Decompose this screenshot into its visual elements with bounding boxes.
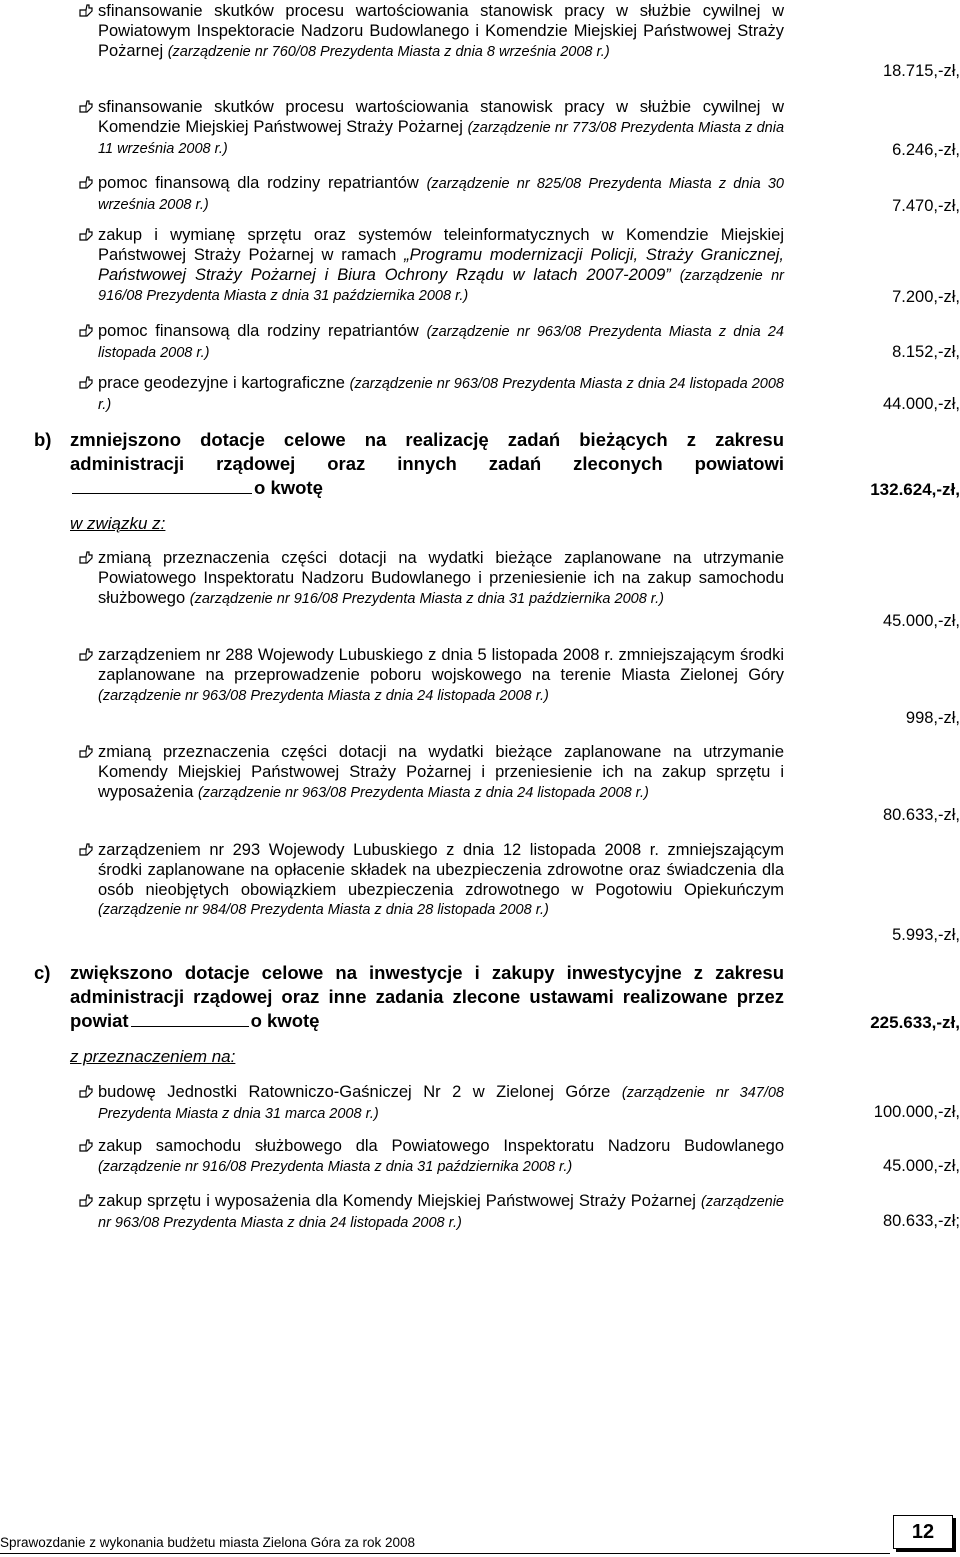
pointing-hand-icon [78, 374, 96, 394]
item-text: zmianą przeznaczenia części dotacji na wydatki bieżące zaplanowane na utrzymanie Powiatowego Inspektoratu Nadzoru Budowlanego i przeniesienie ich na zakup samochodu służbowego [98, 549, 784, 607]
section-label: b) [34, 429, 52, 450]
item-cite: (zarządzenie nr 773/08 Prezydenta Miasta z dnia 11 września 2008 r.) [98, 119, 785, 157]
pointing-hand-icon [78, 841, 96, 861]
item-cite: (zarządzenie nr 916/08 Prezydenta Miasta z dnia 31 października 2008 r.) [98, 1158, 573, 1175]
section-subheading: w związku z: [70, 514, 166, 533]
item-cite: (zarządzenie nr 916/08 Prezydenta Miasta z dnia 31 października 2008 r.) [98, 267, 784, 305]
item-text: budowę Jednostki Ratowniczo-Gaśniczej Nr 2 w Zielonej Górze [98, 1083, 611, 1101]
item-text: zakup sprzętu i wyposażenia dla Komendy Miejskiej Państwowej Straży Pożarnej [98, 1192, 696, 1210]
item-cite: (zarządzenie nr 984/08 Prezydenta Miasta z dnia 28 listopada 2008 r.) [98, 902, 549, 919]
section-amount: 225.633,-zł, [870, 1013, 960, 1032]
item-cite: (zarządzenie nr 963/08 Prezydenta Miasta z dnia 24 listopada 2008 r.) [98, 1194, 784, 1231]
item-text: zarządzeniem nr 288 Wojewody Lubuskiego z dnia 5 listopada 2008 r. zmniejszającym środki zaplanowane na przeprowadzenie poboru wojskowego na terenie Miasta Zielonej Góry [98, 646, 784, 684]
section-heading [70, 428, 784, 500]
pointing-hand-icon [78, 1137, 96, 1157]
fill-line [72, 492, 252, 494]
fill-line [131, 1025, 249, 1027]
page-number: 12 [893, 1515, 953, 1549]
item-cite: (zarządzenie nr 963/08 Prezydenta Miasta z dnia 24 listopada 2008 r.) [197, 784, 649, 801]
item-text: sfinansowanie skutków procesu wartościowania stanowisk pracy w służbie cywilnej w Powiatowym Inspektoracie Nadzoru Budowlanego i Komendzie Miejskiej Państwowej Straży Pożarnej [98, 2, 784, 60]
item-cite: (zarządzenie nr 963/08 Prezydenta Miasta z dnia 24 listopada 2008 r.) [98, 687, 549, 704]
item-amount: 80.633,-zł, [882, 806, 960, 824]
item-amount: 7.470,-zł, [892, 197, 960, 215]
section-tail: o kwotę [250, 1010, 320, 1031]
pointing-hand-icon [78, 1083, 96, 1103]
item-amount: 6.246,-zł, [892, 141, 960, 159]
item-text: sfinansowanie skutków procesu wartościowania stanowisk pracy w służbie cywilnej w Komendzie Miejskiej Państwowej Straży Pożarnej [98, 98, 784, 136]
section-text: zwiększono dotacje celowe na inwestycje i zakupy inwestycyjne z zakresu administracji rządowej oraz inne zadania zlecone ustawami realizowane przez powiat [70, 962, 784, 1031]
section-heading [70, 961, 784, 1033]
section-text: zmniejszono dotacje celowe na realizację zadań bieżących z zakresu administracji rządowej oraz innych zadań zleconych powiatowi [70, 429, 784, 474]
item-text: zarządzeniem nr 293 Wojewody Lubuskiego z dnia 12 listopada 2008 r. zmniejszającym środki zaplanowane na opłacenie składek na ubezpieczenia zdrowotne oraz świadczenia dla osób nieobjętych obowiązkiem ubezpieczenia zdrowotnego w Pogotowiu Opiekuńczym [98, 841, 784, 899]
item-text: zakup i wymianę sprzętu oraz systemów teleinformatycznych w Komendzie Miejskiej Państwowej Straży Pożarnej w ramach [98, 226, 784, 264]
item-text: prace geodezyjne i kartograficzne [98, 374, 345, 392]
section-tail: o kwotę [254, 477, 323, 498]
item-amount: 5.993,-zł, [892, 926, 960, 944]
item-cite: (zarządzenie nr 347/08 Prezydenta Miasta z dnia 31 marca 2008 r.) [98, 1085, 784, 1122]
item-amount: 18.715,-zł, [882, 62, 960, 80]
footer-title: Sprawozdanie z wykonania budżetu miasta Zielona Góra za rok 2008 [0, 1535, 415, 1550]
section-amount: 132.624,-zł, [870, 480, 960, 499]
item-amount: 44.000,-zł, [882, 395, 960, 413]
program-name: „Programu modernizacji Policji, Straży Granicznej, Państwowej Straży Pożarnej i Biura Ochrony Rządu w latach 2007-2009” [98, 245, 784, 284]
item-text: zmianą przeznaczenia części dotacji na wydatki bieżące zaplanowane na utrzymanie Komendy Miejskiej Państwowej Straży Pożarnej i przeniesienie ich na zakup sprzętu i wyposażenia [98, 743, 784, 801]
item-text: pomoc finansową dla rodziny repatriantów [98, 174, 419, 192]
pointing-hand-icon [78, 646, 96, 666]
pointing-hand-icon [78, 322, 96, 342]
pointing-hand-icon [78, 226, 96, 246]
item-cite: (zarządzenie nr 916/08 Prezydenta Miasta z dnia 31 października 2008 r.) [189, 590, 664, 607]
item-amount: 80.633,-zł; [882, 1212, 960, 1230]
pointing-hand-icon [78, 2, 96, 22]
item-text: zakup samochodu służbowego dla Powiatowego Inspektoratu Nadzoru Budowlanego [98, 1137, 784, 1155]
pointing-hand-icon [78, 174, 96, 194]
section-label: c) [34, 962, 51, 983]
footer-rule [0, 1553, 890, 1554]
item-amount: 998,-zł, [905, 709, 960, 727]
section-subheading: z przeznaczeniem na: [70, 1047, 236, 1066]
item-cite: (zarządzenie nr 963/08 Prezydenta Miasta z dnia 24 listopada 2008 r.) [98, 324, 784, 361]
item-cite: (zarządzenie nr 760/08 Prezydenta Miasta z dnia 8 września 2008 r.) [167, 43, 610, 60]
pointing-hand-icon [78, 1192, 96, 1212]
pointing-hand-icon [78, 743, 96, 763]
item-amount: 45.000,-zł, [882, 1157, 960, 1175]
item-amount: 8.152,-zł, [892, 343, 960, 361]
item-cite: (zarządzenie nr 825/08 Prezydenta Miasta z dnia 30 września 2008 r.) [98, 176, 784, 213]
item-cite: (zarządzenie nr 963/08 Prezydenta Miasta z dnia 24 listopada 2008 r.) [98, 376, 784, 413]
item-amount: 100.000,-zł, [873, 1103, 960, 1121]
pointing-hand-icon [78, 549, 96, 569]
item-text: pomoc finansową dla rodziny repatriantów [98, 322, 419, 340]
item-amount: 7.200,-zł, [892, 288, 960, 306]
item-amount: 45.000,-zł, [882, 612, 960, 630]
pointing-hand-icon [78, 98, 96, 118]
